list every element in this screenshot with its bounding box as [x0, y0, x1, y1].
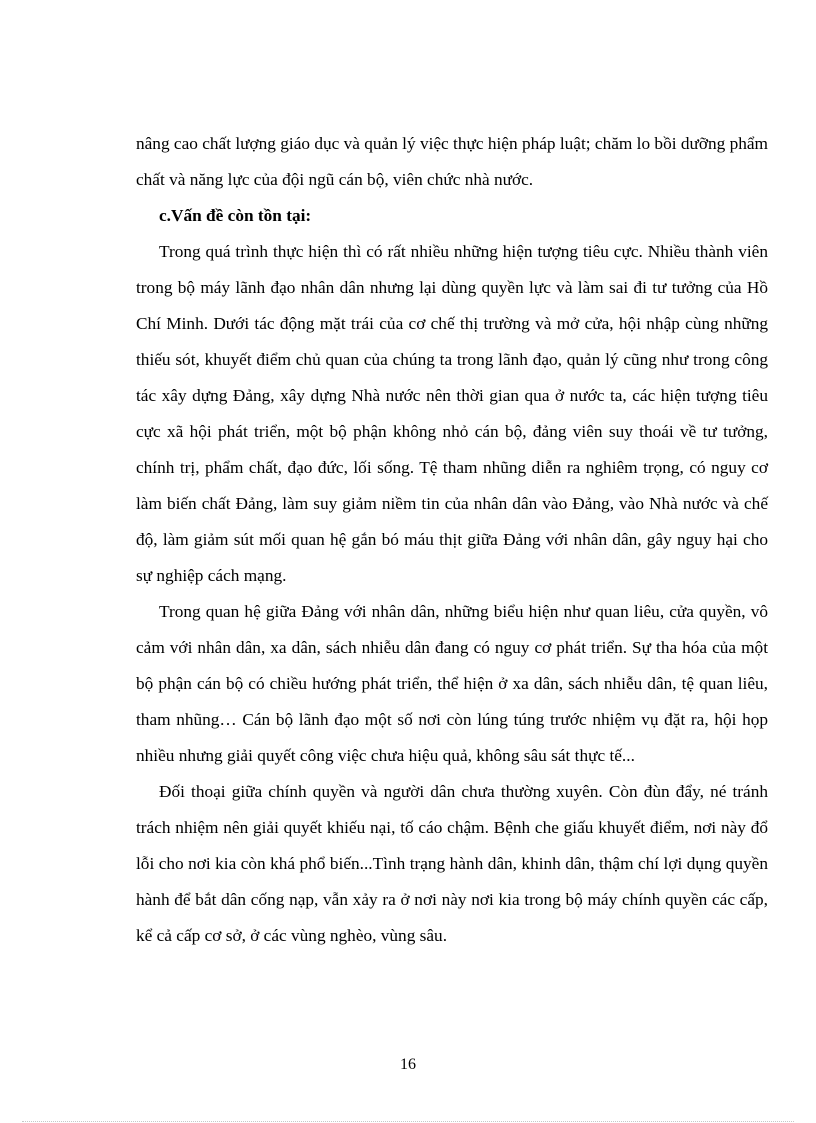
- paragraph-continuation: nâng cao chất lượng giáo dục và quản lý việc thực hiện pháp luật; chăm lo bồi dưỡng phẩm chất và năng lực của đội ngũ cán bộ, viên chức nhà nước.: [136, 134, 768, 189]
- document-body: [136, 126, 768, 954]
- section-heading: c.Vấn đề còn tồn tại:: [159, 206, 312, 225]
- page-number: 16: [400, 1056, 416, 1073]
- paragraph-existing-issues: Trong quá trình thực hiện thì có rất nhiều những hiện tượng tiêu cực. Nhiều thành viên trong bộ máy lãnh đạo nhân dân nhưng lại dùng quyền lực và làm sai đi tư tưởng của Hồ Chí Minh. Dưới tác động mặt trái của cơ chế thị trường và mở cửa, hội nhập cùng những thiếu sót, khuyết điểm chủ quan của chúng ta trong lãnh đạo, quản lý cũng như trong công tác xây dựng Đảng, xây dựng Nhà nước nên thời gian qua ở nước ta, các hiện tượng tiêu cực xã hội phát triển, một bộ phận không nhỏ cán bộ, đảng viên suy thoái về tư tưởng, chính trị, phẩm chất, đạo đức, lối sống. Tệ tham nhũng diễn ra nghiêm trọng, có nguy cơ làm biến chất Đảng, làm suy giảm niềm tin của nhân dân vào Đảng, vào Nhà nước và chế độ, làm giảm sút mối quan hệ gắn bó máu thịt giữa Đảng với nhân dân, gây nguy hại cho sự nghiệp cách mạng.: [136, 242, 768, 585]
- footer-divider: [22, 1121, 794, 1122]
- paragraph-party-relations: Trong quan hệ giữa Đảng với nhân dân, những biểu hiện như quan liêu, cửa quyền, vô cảm với nhân dân, xa dân, sách nhiễu dân đang có nguy cơ phát triển. Sự tha hóa của một bộ phận cán bộ có chiều hướng phát triển, thể hiện ở xa dân, sách nhiễu dân, tệ quan liêu, tham nhũng… Cán bộ lãnh đạo một số nơi còn lúng túng trước nhiệm vụ đặt ra, hội họp nhiều nhưng giải quyết công việc chưa hiệu quả, không sâu sát thực tế...: [136, 602, 768, 765]
- paragraph-dialogue: Đối thoại giữa chính quyền và người dân chưa thường xuyên. Còn đùn đẩy, né tránh trách nhiệm nên giải quyết khiếu nại, tố cáo chậm. Bệnh che giấu khuyết điểm, nơi này đổ lỗi cho nơi kia còn khá phổ biến...Tình trạng hành dân, khinh dân, thậm chí lợi dụng quyền hành để bắt dân cống nạp, vẫn xảy ra ở nơi này nơi kia trong bộ máy chính quyền các cấp, kể cả cấp cơ sở, ở các vùng nghèo, vùng sâu.: [136, 782, 768, 945]
